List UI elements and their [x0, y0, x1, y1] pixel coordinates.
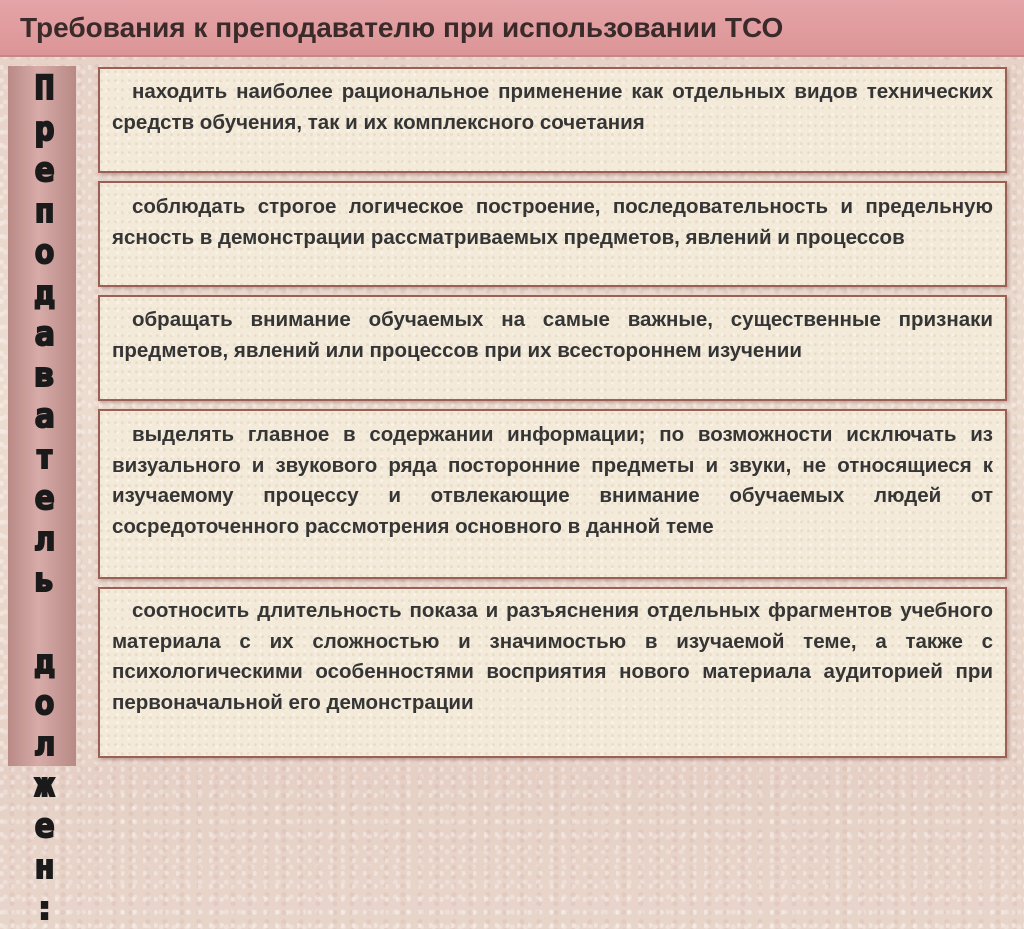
side-vertical-label: Преподаватель должен:	[25, 68, 64, 929]
requirement-box-5	[98, 587, 1007, 758]
requirement-box-3	[98, 295, 1007, 401]
requirement-text-5: соотносить длительность показа и разъяснения отдельных фрагментов учебного материала с их сложностью и значимостью в изучаемой теме, а также с психологическими особенностями восприятия нового материала аудиторией при первоначальной его демонстрации	[112, 599, 993, 714]
requirement-text-4: выделять главное в содержании информации; по возможности исключать из визуального и звукового ряда посторонние предметы и звуки, не относящиеся к изучаемому процессу и отвлекающие внимание обучаемых людей от сосредоточенного рассмотрения основного в данной теме	[112, 423, 993, 538]
requirement-box-1	[98, 67, 1007, 173]
requirement-text-2: соблюдать строгое логическое построение, последовательность и предельную ясность в демонстрации рассматриваемых предметов, явлений и процессов	[112, 195, 993, 249]
title-bar	[0, 0, 1024, 57]
requirement-text-1: находить наиболее рациональное применение как отдельных видов технических средств обучения, так и их комплексного сочетания	[112, 80, 993, 134]
slide-title: Требования к преподавателю при использовании ТСО	[20, 12, 784, 43]
requirement-text-3: обращать внимание обучаемых на самые важные, существенные признаки предметов, явлений или процессов при их всестороннем изучении	[112, 308, 993, 362]
requirement-box-4	[98, 409, 1007, 579]
requirement-box-2	[98, 181, 1007, 287]
